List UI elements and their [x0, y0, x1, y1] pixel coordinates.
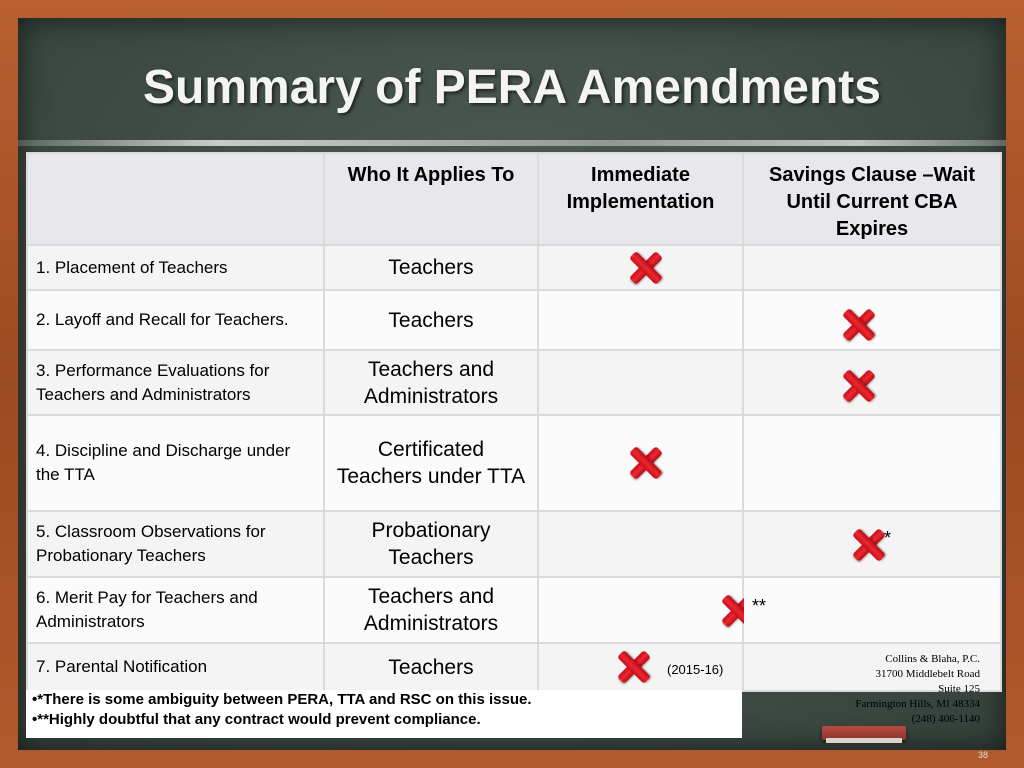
row-savings-cell [743, 290, 1001, 350]
row-savings-cell [743, 577, 1001, 643]
row-immediate-cell [538, 245, 743, 290]
red-x-icon [842, 308, 876, 342]
red-x-icon [852, 528, 886, 562]
red-x-icon [617, 650, 651, 684]
slide-title: Summary of PERA Amendments [143, 61, 881, 114]
firm-city: Farmington Hills, MI 48334 [855, 698, 980, 710]
row-savings-cell [743, 245, 1001, 290]
footnotes [26, 690, 742, 738]
row-topic: 2. Layoff and Recall for Teachers. [27, 290, 324, 350]
row-topic: 7. Parental Notification [27, 643, 324, 691]
row-who: Teachers and Administrators [324, 350, 538, 415]
firm-contact [790, 652, 980, 727]
row-immediate-cell [538, 577, 743, 643]
chalk-divider [18, 140, 1006, 146]
header-topic [27, 153, 324, 245]
row-immediate-cell [538, 511, 743, 577]
table-row [27, 350, 1001, 415]
row-topic: 3. Performance Evaluations for Teachers and Administrators [27, 350, 324, 415]
page-number: 38 [977, 750, 988, 760]
row-topic: 4. Discipline and Discharge under the TTA [27, 415, 324, 511]
header-who: Who It Applies To [324, 153, 538, 245]
row-immediate-cell [538, 290, 743, 350]
compliance-note-marker: ** [752, 596, 767, 616]
row-savings-cell [743, 415, 1001, 511]
footnote-ambiguity: •*There is some ambiguity between PERA, TTA and RSC on this issue. [32, 691, 532, 708]
table-row [27, 290, 1001, 350]
row-topic: 6. Merit Pay for Teachers and Administrators [27, 577, 324, 643]
firm-phone: (248) 406-1140 [911, 713, 980, 725]
firm-address: 31700 Middlebelt Road [875, 668, 980, 680]
row-savings-cell [743, 511, 1001, 577]
chalk-eraser-felt [826, 738, 902, 743]
row-who: Teachers and Administrators [324, 577, 538, 643]
year-note: (2015-16) [667, 662, 724, 677]
table-row [27, 245, 1001, 290]
red-x-icon [629, 251, 663, 285]
footnote-compliance: •**Highly doubtful that any contract would prevent compliance. [32, 711, 481, 728]
table-row [27, 577, 1001, 643]
row-savings-cell [743, 350, 1001, 415]
row-immediate-cell [538, 415, 743, 511]
row-topic: 1. Placement of Teachers [27, 245, 324, 290]
firm-suite: Suite 125 [938, 683, 980, 695]
row-immediate-cell [538, 350, 743, 415]
table-header-row [27, 153, 1001, 245]
header-savings: Savings Clause –Wait Until Current CBA Expires [743, 153, 1001, 245]
red-x-icon [629, 446, 663, 480]
table-row [27, 415, 1001, 511]
row-who: Certificated Teachers under TTA [324, 415, 538, 511]
row-who: Teachers [324, 290, 538, 350]
header-immediate: Immediate Implementation [538, 153, 743, 245]
red-x-icon [842, 369, 876, 403]
table-row [27, 511, 1001, 577]
ambiguity-note-marker: * [884, 528, 892, 548]
amendments-table [26, 152, 1002, 692]
row-immediate-cell [538, 643, 743, 691]
row-who: Probationary Teachers [324, 511, 538, 577]
row-who: Teachers [324, 643, 538, 691]
firm-name: Collins & Blaha, P.C. [885, 653, 980, 665]
row-topic: 5. Classroom Observations for Probationary Teachers [27, 511, 324, 577]
row-who: Teachers [324, 245, 538, 290]
